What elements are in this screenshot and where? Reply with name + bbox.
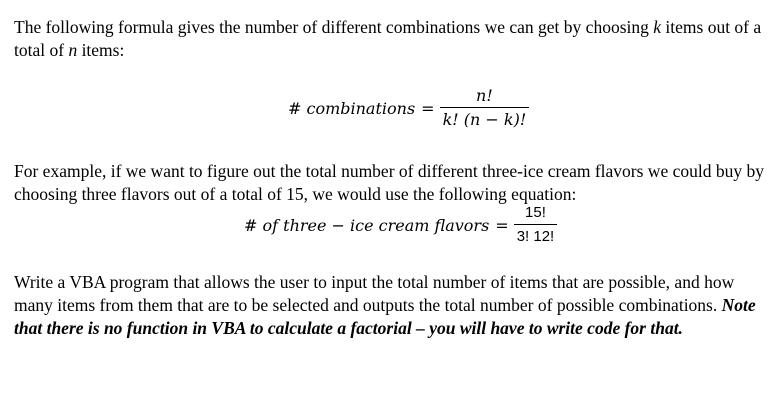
intro-paragraph	[14, 16, 774, 62]
fraction-bar	[440, 107, 530, 108]
task-paragraph	[14, 271, 774, 340]
formula-fraction	[440, 86, 530, 130]
intro-text-1: The following formula gives the number of different combinations we can get by choosing	[14, 17, 654, 37]
intro-text-3: items:	[77, 40, 125, 60]
intro-text-2: items out of a total of	[14, 17, 762, 60]
example-paragraph: For example, if we want to figure out the total number of different three-ice cream flavors we could buy by choosing three flavors out of a total of 15, we would use the following equation:	[14, 161, 764, 204]
example-formula-numerator: 15!	[525, 204, 546, 221]
variable-n: n	[68, 40, 78, 60]
example-formula-equals: =	[495, 215, 509, 235]
formula-equals: =	[421, 98, 435, 118]
formula-lhs: # combinations	[288, 98, 416, 118]
example-formula-fraction	[514, 203, 558, 247]
example-formula-denominator: 3! 12!	[516, 228, 555, 245]
formula-numerator: n!	[476, 86, 493, 105]
example-formula-lhs: # of three − ice cream flavors	[244, 215, 490, 235]
task-text: Write a VBA program that allows the user to input the total number of items that are possible, and how many items from them that are to be selected and outputs the total number of possible combinations.	[14, 272, 735, 315]
variable-k: k	[653, 17, 662, 37]
combinations-formula	[288, 86, 529, 130]
task-note: Note that there is no function in VBA to calculate a factorial – you will have to write code for that.	[14, 295, 756, 338]
example-formula	[244, 203, 557, 247]
formula-denominator: k! (n − k)!	[442, 110, 527, 129]
example-fraction-bar	[514, 224, 558, 225]
